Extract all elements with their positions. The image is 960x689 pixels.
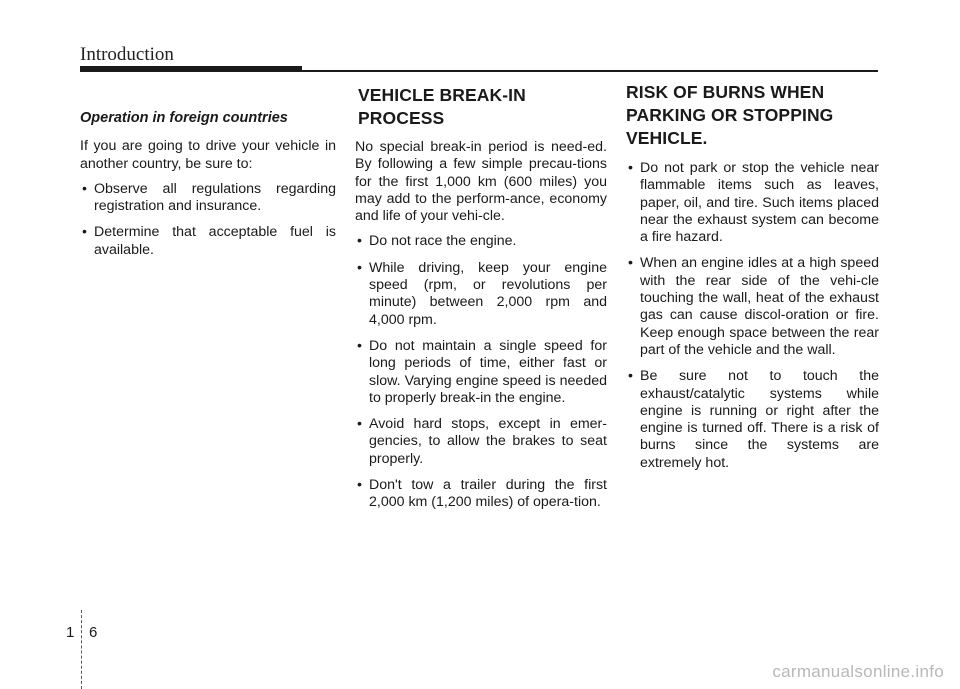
page-number-divider — [81, 610, 82, 689]
intro-paragraph: No special break-in period is need-ed. By following a few simple precau-tions for the first 1,000 km (600 miles) you may add to the perform-ance, economy and life of your vehi-cle. — [355, 139, 607, 225]
list-item: • Do not race the engine. — [355, 233, 607, 250]
section-title-line: PARKING OR STOPPING — [626, 105, 834, 125]
bullet-list — [355, 233, 607, 511]
list-item: • Observe all regulations regarding registration and insurance. — [80, 181, 336, 216]
bullet-list — [626, 160, 879, 472]
column-break-in — [355, 85, 607, 521]
header-rule-thick — [80, 66, 302, 72]
column-foreign-countries — [80, 110, 336, 268]
section-title-line: PROCESS — [358, 108, 445, 128]
list-item: • Do not maintain a single speed for long periods of time, either fast or slow. Varying engine speed is needed to properly break-in the engine. — [355, 338, 607, 407]
list-item: • Don't tow a trailer during the first 2,000 km (1,200 miles) of opera-tion. — [355, 477, 607, 512]
watermark: carmanualsonline.info — [772, 662, 944, 681]
list-item: • When an engine idles at a high speed with the rear side of the vehi-cle touching the wall, heat of the exhaust gas can cause discol-oration or fire. Keep enough space between the rear part of the vehicle and the wall. — [626, 255, 879, 359]
list-item: • Determine that acceptable fuel is available. — [80, 224, 336, 259]
list-item: • Be sure not to touch the exhaust/catalytic systems while engine is running or right after the engine is turned off. There is a risk of burns since the systems are extremely hot. — [626, 368, 879, 472]
list-item: • Avoid hard stops, except in emer-gencies, to allow the brakes to seat properly. — [355, 416, 607, 468]
section-title-line: RISK OF BURNS WHEN — [626, 82, 825, 102]
section-title-line: VEHICLE. — [626, 128, 708, 148]
bullet-list — [80, 181, 336, 259]
section-title — [358, 84, 607, 130]
list-item: • While driving, keep your engine speed (rpm, or revolutions per minute) between 2,000 rpm and 4,000 rpm. — [355, 260, 607, 329]
list-item: • Do not park or stop the vehicle near flammable items such as leaves, paper, oil, and tire. Such items placed near the exhaust system can become a fire hazard. — [626, 160, 879, 246]
header-rule-thin — [302, 70, 878, 72]
subheading: Operation in foreign countries — [80, 110, 288, 126]
section-title — [626, 81, 879, 150]
page-number: 6 — [89, 624, 98, 641]
section-title-line: VEHICLE BREAK-IN — [358, 85, 526, 105]
column-burn-risk — [626, 82, 879, 481]
chapter-number: 1 — [66, 624, 75, 641]
intro-paragraph: If you are going to drive your vehicle in another country, be sure to: — [80, 138, 336, 172]
header-title: Introduction — [80, 44, 174, 65]
